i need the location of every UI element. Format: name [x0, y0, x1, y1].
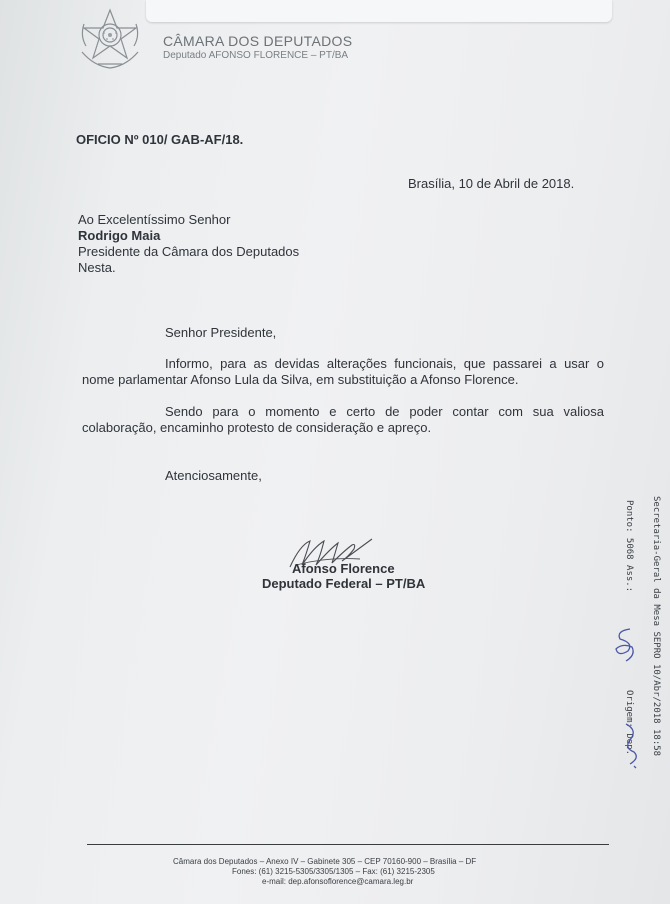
recipient-location: Nesta.	[78, 260, 116, 275]
letter-reference: OFICIO Nº 010/ GAB-AF/18.	[76, 132, 244, 147]
coat-of-arms-icon	[74, 6, 146, 74]
place-date: Brasília, 10 de Abril de 2018.	[408, 176, 575, 191]
footer-address: Câmara dos Deputados – Anexo IV – Gabinete 305 – CEP 70160-900 – Brasília – DF	[173, 857, 477, 866]
paragraph-1-line-2: nome parlamentar Afonso Lula da Silva, em substituição a Afonso Florence.	[82, 372, 519, 387]
recipient-title: Presidente da Câmara dos Deputados	[78, 244, 300, 259]
paper-tab	[146, 0, 612, 22]
footer-phones: Fones: (61) 3215-5305/3305/1305 – Fax: (61) 3215-2305	[232, 867, 435, 876]
closing: Atenciosamente,	[165, 468, 262, 483]
recipient-name: Rodrigo Maia	[78, 228, 161, 243]
handwritten-origin-mark	[620, 720, 642, 770]
header-title: CÂMARA DOS DEPUTADOS	[163, 33, 353, 49]
receipt-stamp-line-3: Origem: Dep.	[624, 690, 634, 756]
recipient-salutation: Ao Excelentíssimo Senhor	[78, 212, 231, 227]
header-subtitle: Deputado AFONSO FLORENCE – PT/BA	[163, 50, 349, 61]
signatory-role: Deputado Federal – PT/BA	[262, 576, 426, 591]
footer-email: e-mail: dep.afonsoflorence@camara.leg.br	[262, 877, 414, 886]
paragraph-2-line-1: Sendo para o momento e certo de poder contar com sua valiosa	[165, 404, 604, 419]
footer-divider	[87, 844, 609, 845]
signatory-name: Afonso Florence	[292, 561, 395, 576]
greeting: Senhor Presidente,	[165, 325, 277, 340]
receipt-stamp-line-1: Secretaria-Geral da Mesa SEPRO 10/Abr/2018 18:58	[651, 496, 661, 757]
handwritten-initials	[612, 625, 638, 665]
paragraph-1-line-1: Informo, para as devidas alterações funcionais, que passarei a usar o	[165, 356, 604, 371]
receipt-stamp-line-2: Ponto: 5068 Ass.:	[624, 500, 634, 593]
paragraph-2-line-2: colaboração, encaminho protesto de consideração e apreço.	[82, 420, 432, 435]
